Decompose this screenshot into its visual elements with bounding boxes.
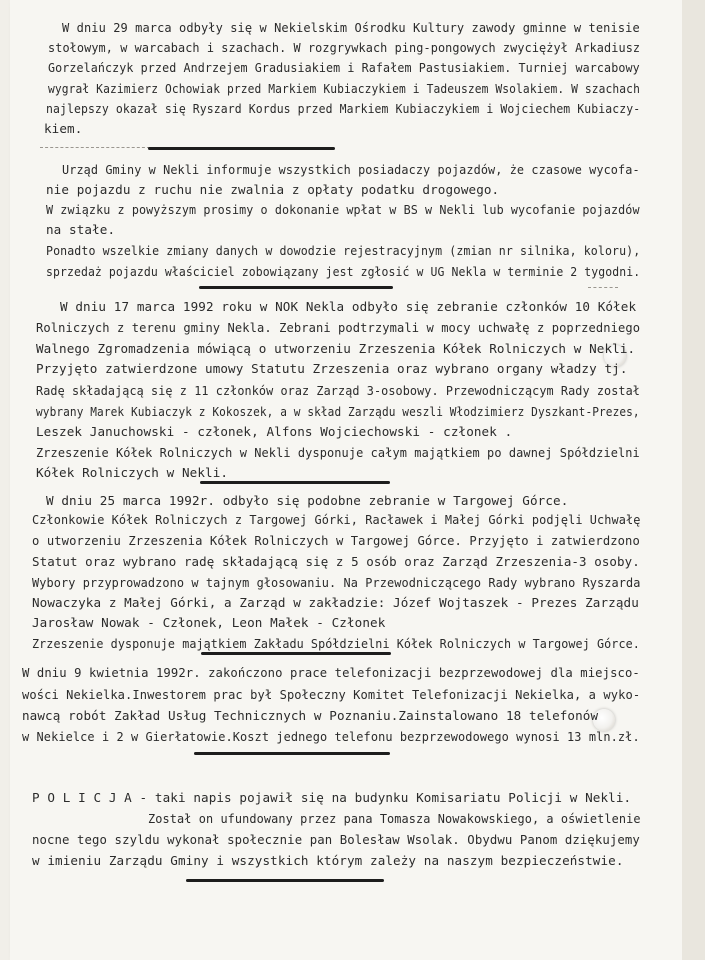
page-edge: [682, 0, 705, 960]
text-line: Przyjęto zatwierdzone umowy Statutu Zrzeszenia oraz wybrano organy władzy tj.: [36, 361, 628, 376]
separator-rule: [199, 286, 393, 289]
text-line: najlepszy okazał się Ryszard Kordus przed Markiem Kubiaczykiem i Wojciechem Kubiaczy-: [46, 101, 641, 116]
text-line: w Nekielce i 2 w Gierłatowie.Koszt jednego telefonu bezprzewodowego wynosi 13 mln.zł.: [22, 729, 640, 744]
text-line: W związku z powyższym prosimy o dokonanie wpłat w BS w Nekli lub wycofanie pojazdów: [46, 202, 640, 217]
text-line: nie pojazdu z ruchu nie zwalnia z opłaty podatku drogowego.: [46, 182, 500, 197]
text-line: Zrzeszenie Kółek Rolniczych w Nekli dysponuje całym majątkiem po dawnej Spółdzielni: [36, 445, 640, 460]
text-line: nocne tego szyldu wykonał społecznie pan Bolesław Wsolak. Obydwu Panom dziękujemy: [32, 832, 640, 847]
separator-dash: [588, 287, 618, 288]
text-line: na stałe.: [46, 222, 116, 237]
separator-rule: [201, 652, 391, 655]
text-line: W dniu 17 marca 1992 roku w NOK Nekla odbyło się zebranie członków 10 Kółek: [60, 299, 637, 314]
text-line: W dniu 9 kwietnia 1992r. zakończono prace telefonizacji bezprzewodowej dla miejsco-: [22, 665, 640, 680]
text-line: w imieniu Zarządu Gminy i wszystkich którym zależy na naszym bezpieczeństwie.: [32, 853, 624, 868]
text-line: Statut oraz wybrano radę składającą się z 5 osób oraz Zarząd Zrzeszenia-3 osoby.: [32, 554, 640, 569]
text-line: Walnego Zgromadzenia mówiącą o utworzeniu Zrzeszenia Kółek Rolniczych w Nekli.: [36, 341, 636, 356]
text-line: wybrany Marek Kubiaczyk z Kokoszek, a w skład Zarządu weszli Włodzimierz Dyszkant-Prezes,: [36, 404, 640, 419]
separator-dash: [40, 147, 150, 148]
text-line: Zrzeszenie dysponuje majątkiem Zakładu Spółdzielni Kółek Rolniczych w Targowej Górce.: [32, 636, 640, 651]
text-line: Jarosław Nowak - Członek, Leon Małek - Członek: [32, 615, 386, 630]
text-line: Nowaczyka z Małej Górki, a Zarząd w zakładzie: Józef Wojtaszek - Prezes Zarządu: [32, 595, 639, 610]
text-line: P O L I C J A - taki napis pojawił się na budynku Komisariatu Policji w Nekli.: [32, 790, 632, 805]
separator-rule: [148, 147, 335, 150]
text-line: Kółek Rolniczych w Nekli.: [36, 465, 229, 480]
text-line: Został on ufundowany przez pana Tomasza Nowakowskiego, a oświetlenie: [148, 811, 641, 826]
text-line: Radę składającą się z 11 członków oraz Zarząd 3-osobowy. Przewodniczącym Rady został: [36, 383, 640, 398]
text-line: nawcą robót Zakład Usług Technicznych w Poznaniu.Zainstalowano 18 telefonów: [22, 708, 599, 723]
text-line: Leszek Januchowski - członek, Alfons Wojciechowski - członek .: [36, 424, 513, 439]
text-line: wości Nekielka.Inwestorem prac był Społeczny Komitet Telefonizacji Nekielka, a wyko-: [22, 687, 641, 702]
text-line: Ponadto wszelkie zmiany danych w dowodzie rejestracyjnym (zmian nr silnika, koloru),: [46, 243, 641, 258]
text-line: Gorzelańczyk przed Andrzejem Gradusiakiem i Rafałem Pastusiakiem. Turniej warcabowy: [48, 60, 640, 75]
text-line: stołowym, w warcabach i szachach. W rozgrywkach ping-pongowych zwyciężył Arkadiusz: [48, 40, 641, 55]
text-line: Wybory przyprowadzono w tajnym głosowaniu. Na Przewodniczącego Rady wybrano Ryszarda: [32, 575, 641, 590]
text-line: W dniu 29 marca odbyły się w Nekielskim Ośrodku Kultury zawody gminne w tenisie: [62, 20, 640, 35]
text-line: Urząd Gminy w Nekli informuje wszystkich posiadaczy pojazdów, że czasowe wycofa-: [62, 162, 640, 177]
separator-rule: [200, 481, 390, 484]
text-line: wygrał Kazimierz Ochowiak przed Markiem Kubiaczykiem i Tadeuszem Wsolakiem. W szachach: [48, 81, 640, 96]
text-line: o utworzeniu Zrzeszenia Kółek Rolniczych w Targowej Górce. Przyjęto i zatwierdzono: [32, 533, 640, 548]
text-line: W dniu 25 marca 1992r. odbyło się podobne zebranie w Targowej Górce.: [46, 493, 569, 508]
text-line: Członkowie Kółek Rolniczych z Targowej Górki, Racławek i Małej Górki podjęli Uchwałę: [32, 512, 641, 527]
separator-rule: [186, 879, 384, 882]
separator-rule: [194, 752, 390, 755]
text-line: kiem.: [44, 121, 83, 136]
text-line: Rolniczych z terenu gminy Nekla. Zebrani podtrzymali w mocy uchwałę z poprzedniego: [36, 320, 641, 335]
text-line: sprzedaż pojazdu właściciel zobowiązany jest zgłosić w UG Nekla w terminie 2 tygodni.: [46, 264, 641, 279]
